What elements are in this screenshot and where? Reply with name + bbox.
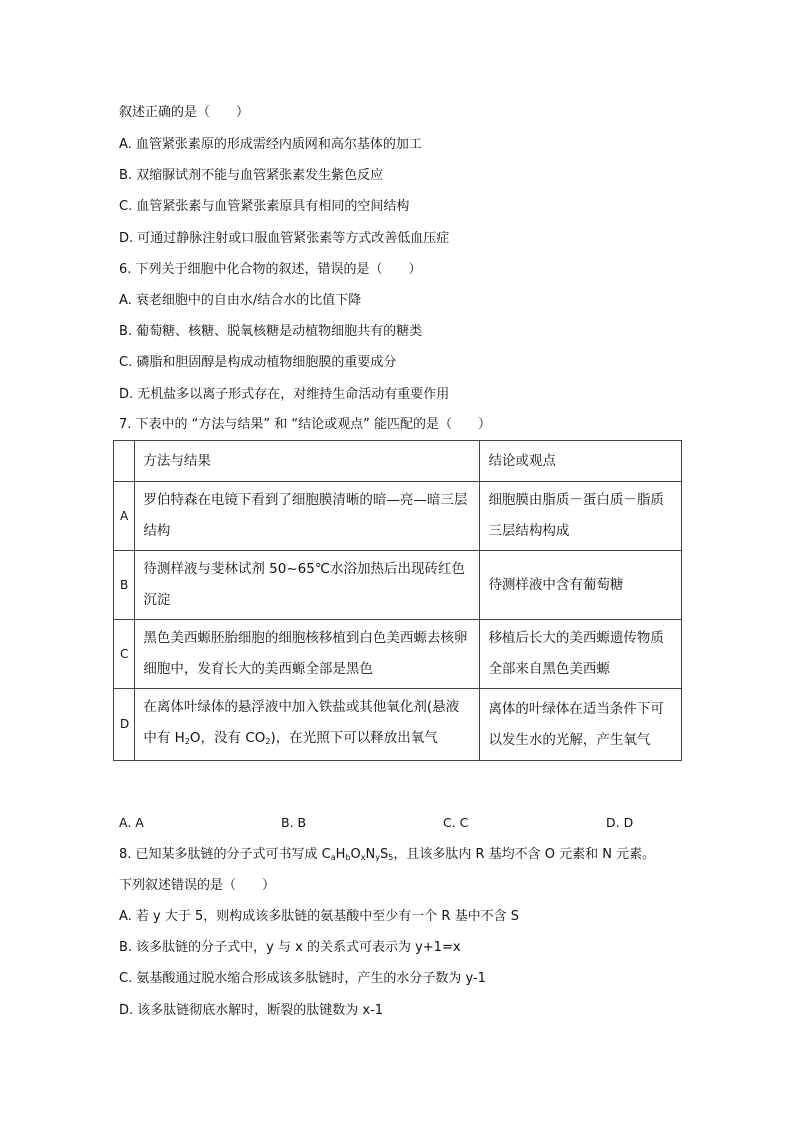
header-cell-label bbox=[114, 441, 135, 482]
subscript: a bbox=[330, 853, 336, 862]
q7-table bbox=[113, 440, 682, 761]
row-conclusion: 细胞膜由脂质－蛋白质－脂质三层结构构成 bbox=[480, 482, 682, 551]
q7-answer-a: A. A bbox=[119, 815, 144, 830]
q7-answer-b: B. B bbox=[281, 815, 307, 830]
row-method: 待测样液与斐林试剂 50~65℃水浴加热后出现砖红色沉淀 bbox=[135, 551, 480, 620]
q6-option-c: C. 磷脂和胆固醇是构成动植物细胞膜的重要成分 bbox=[119, 355, 397, 370]
row-label: B bbox=[114, 551, 135, 620]
table-row bbox=[114, 551, 682, 620]
q8-stem-post: ，且该多肽内 R 基均不含 O 元素和 N 元素。 bbox=[393, 847, 656, 862]
row-method: 黑色美西螈胚胎细胞的细胞核移植到白色美西螈去核卵细胞中，发育长大的美西螈全部是黑色 bbox=[135, 620, 480, 689]
formula-letter: N bbox=[365, 847, 376, 862]
q6-option-a: A. 衰老细胞中的自由水/结合水的比值下降 bbox=[119, 293, 362, 308]
row-method: 罗伯特森在电镜下看到了细胞膜清晰的暗—亮—暗三层结构 bbox=[135, 482, 480, 551]
q8-stem bbox=[119, 846, 655, 867]
row-conclusion: 离体的叶绿体在适当条件下可以发生水的光解，产生氧气 bbox=[480, 689, 682, 761]
subscript: 2 bbox=[184, 737, 190, 746]
row-label: C bbox=[114, 620, 135, 689]
table-row bbox=[114, 620, 682, 689]
q6-option-b: B. 葡萄糖、核糖、脱氧核糖是动植物细胞共有的糖类 bbox=[119, 324, 423, 339]
q8-option-d: D. 该多肽链彻底水解时，断裂的肽键数为 x-1 bbox=[119, 1003, 384, 1018]
row-conclusion: 待测样液中含有葡萄糖 bbox=[480, 551, 682, 620]
subscript: b bbox=[345, 853, 351, 862]
subscript: 2 bbox=[265, 737, 271, 746]
method-text-part: )，在光照下可以释放出氧气 bbox=[270, 730, 438, 746]
q8-option-c: C. 氨基酸通过脱水缩合形成该多肽链时，产生的水分子数为 y-1 bbox=[119, 971, 486, 986]
q7-stem: 7. 下表中的 “方法与结果” 和 “结论或观点” 能匹配的是（ ） bbox=[119, 417, 492, 432]
method-text-part: 在离体叶绿体的悬浮液中加入铁盐或其他氧化剂(悬液中有 H bbox=[143, 699, 460, 746]
q5-option-b: B. 双缩脲试剂不能与血管紧张素发生紫色反应 bbox=[119, 168, 384, 183]
q7-answer-d: D. D bbox=[606, 815, 634, 830]
q8-stem-pre: 8. 已知某多肽链的分子式可书写成 C bbox=[119, 847, 331, 862]
row-label: D bbox=[114, 689, 135, 761]
header-cell-method: 方法与结果 bbox=[135, 441, 480, 482]
formula-letter: S bbox=[379, 847, 389, 862]
formula-letter: O bbox=[350, 847, 361, 862]
q8-option-a: A. 若 y 大于 5，则构成该多肽链的氨基酸中至少有一个 R 基中不含 S bbox=[119, 909, 519, 924]
q5-stem-tail: 叙述正确的是（ ） bbox=[119, 105, 250, 120]
method-text-part: O，没有 CO bbox=[189, 730, 266, 746]
q6-stem: 6. 下列关于细胞中化合物的叙述，错误的是（ ） bbox=[119, 262, 422, 277]
subscript: y bbox=[375, 853, 380, 862]
row-method bbox=[135, 689, 480, 761]
row-label: A bbox=[114, 482, 135, 551]
table-row bbox=[114, 482, 682, 551]
header-cell-conclusion: 结论或观点 bbox=[480, 441, 682, 482]
q6-option-d: D. 无机盐多以离子形式存在，对维持生命活动有重要作用 bbox=[119, 387, 450, 402]
table-row bbox=[114, 689, 682, 761]
subscript: 5 bbox=[388, 853, 394, 862]
table-header-row bbox=[114, 441, 682, 482]
q5-option-a: A. 血管紧张素原的形成需经内质网和高尔基体的加工 bbox=[119, 137, 422, 152]
q5-option-c: C. 血管紧张素与血管紧张素原具有相同的空间结构 bbox=[119, 199, 410, 214]
q7-answer-c: C. C bbox=[443, 815, 469, 830]
q8-option-b: B. 该多肽链的分子式中，y 与 x 的关系式可表示为 y+1=x bbox=[119, 940, 461, 955]
subscript: x bbox=[360, 853, 366, 862]
q8-stem-line2: 下列叙述错误的是（ ） bbox=[119, 878, 276, 893]
row-conclusion: 移植后长大的美西螈遗传物质全部来自黑色美西螈 bbox=[480, 620, 682, 689]
q5-option-d: D. 可通过静脉注射或口服血管紧张素等方式改善低血压症 bbox=[119, 231, 450, 246]
formula-letter: H bbox=[335, 847, 346, 862]
